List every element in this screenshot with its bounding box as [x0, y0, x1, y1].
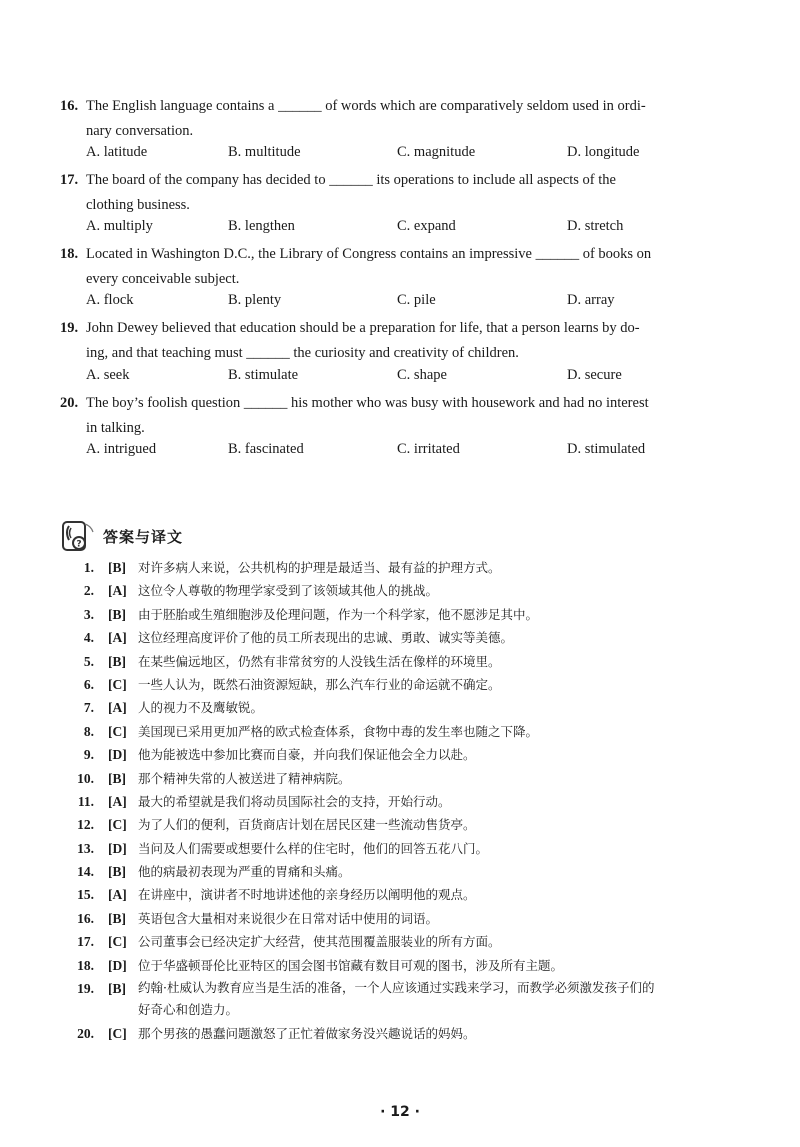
answer-item: 8. [C] 美国现已采用更加严格的欧式检查体系，食物中毒的发生率也随之下降。: [83, 723, 539, 739]
option-c: C. irritated: [397, 441, 460, 457]
answer-item: 17. [C] 公司董事会已经决定扩大经营，使其范围覆盖服装业的所有方面。: [77, 934, 501, 950]
question-20: [60, 391, 750, 441]
options-18: [86, 292, 756, 314]
option-c: C. shape: [397, 367, 447, 383]
question-text-line2: ing, and that teaching must ______ the curiosity and creativity of children.: [86, 345, 519, 361]
answer-item: 15. [A] 在讲座中，演讲者不时地讲述他的亲身经历以阐明他的观点。: [77, 887, 476, 903]
question-17: [60, 168, 750, 218]
question-number: 18.: [60, 246, 79, 262]
question-text-line2: nary conversation.: [86, 123, 194, 139]
option-b: B. multitude: [228, 144, 301, 160]
question-text-line1: Located in Washington D.C., the Library of Congress contains an impressive ______ of books on: [86, 246, 652, 262]
option-b: B. fascinated: [228, 441, 304, 457]
answer-text-line2: 好奇心和创造力。: [138, 1002, 239, 1018]
answer-item: 4. [A] 这位经理高度评价了他的员工所表现出的忠诚、勇敢、诚实等美德。: [83, 630, 514, 646]
option-a: A. intrigued: [86, 441, 157, 457]
answer-item: 10. [B] 那个精神失常的人被送进了精神病院。: [77, 770, 351, 786]
option-a: A. seek: [86, 367, 130, 383]
option-c: C. expand: [397, 218, 456, 234]
answer-item: 2. [A] 这位令人尊敬的物理学家受到了该领域其他人的挑战。: [83, 583, 439, 599]
question-number: 17.: [60, 172, 79, 188]
option-b: B. stimulate: [228, 367, 299, 383]
option-d: D. array: [567, 292, 615, 308]
option-a: A. flock: [86, 292, 134, 308]
answer-item: 1. [B] 对许多病人来说，公共机构的护理是最适当、最有益的护理方式。: [83, 560, 501, 575]
answer-text-line1: 约翰·杜威认为教育应当是生活的准备，一个人应该通过实践来学习，而教学必须激发孩子们的: [138, 980, 655, 996]
option-b: B. plenty: [228, 292, 282, 308]
question-16: [60, 94, 750, 144]
question-text-line2: in talking.: [86, 420, 145, 436]
question-text-line1: The board of the company has decided to ______ its operations to include all aspects of the: [86, 172, 616, 188]
book-logo-icon: [60, 518, 96, 556]
answer-item: 20. [C] 那个男孩的愚蠢问题激怒了正忙着做家务没兴趣说话的妈妈。: [77, 1026, 476, 1042]
option-a: A. multiply: [86, 218, 153, 234]
question-text-line1: The English language contains a ______ of words which are comparatively seldom used in ordi-: [86, 98, 646, 114]
option-d: D. stretch: [567, 218, 624, 234]
option-c: C. magnitude: [397, 144, 476, 160]
options-19: [86, 367, 756, 389]
question-text-line2: every conceivable subject.: [86, 271, 240, 287]
question-18: [60, 242, 750, 292]
answer-item: 13. [D] 当问及人们需要或想要什么样的住宅时，他们的回答五花八门。: [77, 840, 489, 856]
question-text-line2: clothing business.: [86, 197, 190, 213]
answers-section-header: [60, 518, 360, 558]
option-d: D. stimulated: [567, 441, 646, 457]
answer-item: 12. [C] 为了人们的便利，百货商店计划在居民区建一些流动售货亭。: [77, 817, 476, 833]
question-text-line1: The boy’s foolish question ______ his mother who was busy with housework and had no interest: [86, 395, 649, 411]
question-number: 16.: [60, 98, 79, 114]
option-a: A. latitude: [86, 144, 148, 160]
option-b: B. lengthen: [228, 218, 295, 234]
section-title: 答案与译文: [103, 528, 184, 546]
question-text-line1: John Dewey believed that education should be a preparation for life, that a person learns by do-: [86, 320, 640, 336]
svg-text:?: ?: [76, 539, 82, 550]
answer-item: 6. [C] 一些人认为，既然石油资源短缺，那么汽车行业的命运就不确定。: [83, 676, 501, 692]
question-number: 19.: [60, 320, 79, 336]
options-20: [86, 441, 756, 463]
question-19: [60, 316, 750, 366]
answer-item: 9. [D] 他为能被选中参加比赛而自豪，并向我们保证他会全力以赴。: [83, 747, 476, 763]
answer-item: 16. [B] 英语包含大量相对来说很少在日常对话中使用的词语。: [77, 910, 439, 926]
page-number: · 12 ·: [380, 1104, 420, 1120]
answer-item: 5. [B] 在某些偏远地区，仍然有非常贫穷的人没钱生活在像样的环境里。: [83, 653, 501, 669]
option-d: D. secure: [567, 367, 622, 383]
answer-item: 3. [B] 由于胚胎或生殖细胞涉及伦理问题，作为一个科学家，他不愿涉足其中。: [83, 606, 539, 622]
answer-item: 11. [A] 最大的希望就是我们将动员国际社会的支持，开始行动。: [77, 793, 451, 809]
question-number: 20.: [60, 395, 79, 411]
option-d: D. longitude: [567, 144, 640, 160]
answer-item: 18. [D] 位于华盛顿哥伦比亚特区的国会图书馆藏有数目可观的图书，涉及所有主题。: [77, 957, 564, 973]
answer-item: 19. [B] 约翰·杜威认为教育应当是生活的准备，一个人应该通过实践来学习，而教学必须激发孩子们的 好奇心和创造力。: [77, 980, 655, 1018]
options-16: [86, 144, 756, 166]
answer-item: 14. [B] 他的病最初表现为严重的胃痛和头痛。: [77, 864, 351, 880]
option-c: C. pile: [397, 292, 436, 308]
options-17: [86, 218, 756, 240]
answer-list: [60, 556, 760, 1045]
answer-item: 7. [A] 人的视力不及鹰敏锐。: [83, 700, 264, 716]
